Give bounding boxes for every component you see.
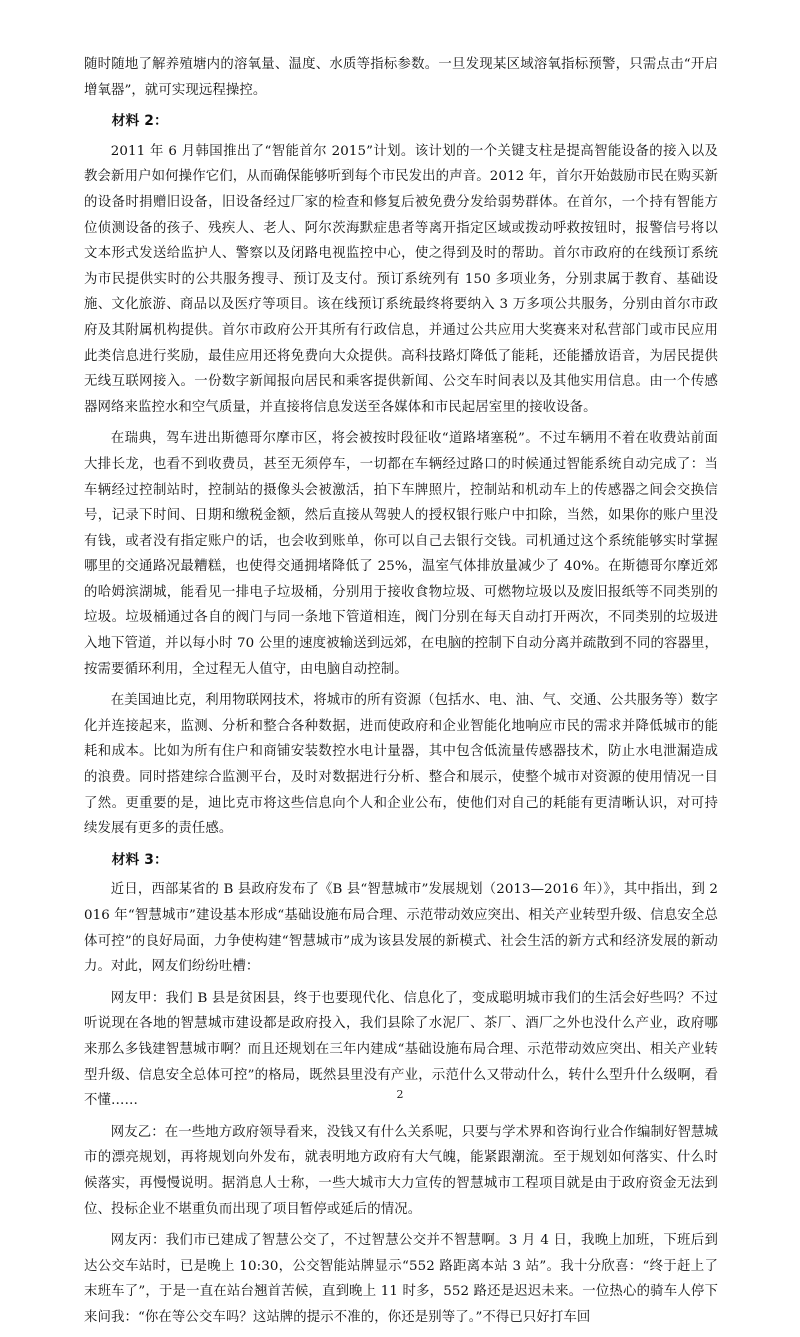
continuation-paragraph: 随时随地了解养殖塘内的溶氧量、温度、水质等指标参数。一旦发现某区域溶氧指标预警，只需点击“开启增氧器”，就可实现远程操控。 [84, 57, 718, 98]
material-3-paragraph-netizen-b: 网友乙：在一些地方政府领导看来，没钱又有什么关系呢，只要与学术界和咨询行业合作编制好智慧城市的漂亮规划，再将规划向外发布，就表明地方政府有大气魄，能紧跟潮流。至于规划如何落实、什么时候落实，再慢慢说明。据消息人士称，一些大城市大力宣传的智慧城市工程项目就是由于政府资金无法到位、投标企业不堪重负而出现了项目暂停或延后的情况。 [84, 1124, 718, 1217]
document-page [84, 52, 718, 1337]
material-2-paragraph-dubuque: 在美国迪比克，利用物联网技术，将城市的所有资源（包括水、电、油、气、交通、公共服务等）数字化并连接起来，监测、分析和整合各种数据，进而使政府和企业智能化地响应市民的需求并降低城市的能耗和成本。比如为所有住户和商铺安装数控水电计量器，其中包含低流量传感器技术，防止水电泄漏造成的浪费。同时搭建综合监测平台，及时对数据进行分析、整合和展示，使整个城市对资源的使用情况一目了然。更重要的是，迪比克市将这些信息向个人和企业公布，使他们对自己的耗能有更清晰认识，对可持续发展有更多的责任感。 [84, 693, 718, 837]
material-2-paragraph-seoul: 2011 年 6 月韩国推出了“智能首尔 2015”计划。该计划的一个关键支柱是提高智能设备的接入以及教会新用户如何操作它们，从而确保能够听到每个市民发出的声音。2012 年，首尔开始鼓励市民在购买新的设备时捐赠旧设备，旧设备经过厂家的检查和修复后被免费分发给弱势群体。在首尔，一个持有智能方位侦测设备的孩子、残疾人、老人、阿尔茨海默症患者等离开指定区域或拨动呼救按钮时，报警信号将以文本形式发送给监护人、警察以及闭路电视监控中心，使之得到及时的帮助。首尔市政府的在线预订系统为市民提供实时的公共服务搜寻、预订及支付。预订系统列有 150 多项业务，分别隶属于教育、基础设施、文化旅游、商品以及医疗等项目。该在线预订系统最终将要纳入 3 万多项公共服务，分别由首尔市政府及其附属机构提供。首尔市政府公开其所有行政信息，并通过公共应用大奖赛来对私营部门或市民应用此类信息进行奖励，最佳应用还将免费向大众提供。高科技路灯降低了能耗，还能播放语音，为居民提供无线互联网接入。一份数字新闻报向居民和乘客提供新闻、公交车时间表以及其他实用信息。由一个传感器网络来监控水和空气质量，并直接将信息发送至各媒体和市民起居室里的接收设备。 [84, 143, 718, 415]
material-2-heading: 材料 2： [111, 113, 168, 130]
material-3-paragraph-plan: 近日，西部某省的 B 县政府发布了《B 县“智慧城市”发展规划（2013—2016 年）》，其中指出，到 2016 年“智慧城市”建设基本形成“基础设施布局合理、示范带动效应突出、相关产业转型升级、信息安全总体可控”的良好局面，力争使构建“智慧城市”成为该县发展的新模式、社会生活的新方式和经济发展的新动力。对此，网友们纷纷吐槽： [84, 882, 718, 975]
material-2-paragraph-stockholm: 在瑞典，驾车进出斯德哥尔摩市区，将会被按时段征收“道路堵塞税”。不过车辆用不着在收费站前面大排长龙，也看不到收费员，甚至无须停车，一切都在车辆经过路口的时候通过智能系统自动完成了：当车辆经过控制站时，控制站的摄像头会被激活，拍下车牌照片，控制站和机动车上的传感器之间会交换信号，记录下时间、日期和缴税金额，然后直接从驾驶人的授权银行账户中扣除，当然，如果你的账户里没有钱，或者没有指定账户的话，也会收到账单，你可以自己去银行交钱。司机通过这个系统能够实时掌握哪里的交通路况最糟糕，也使得交通拥堵降低了 25%，温室气体排放量减少了 40%。在斯德哥尔摩近郊的哈姆滨湖城，能看见一排电子垃圾桶，分别用于接收食物垃圾、可燃物垃圾以及废旧报纸等不同类别的垃圾。垃圾桶通过各自的阀门与同一条地下管道相连，阀门分别在每天自动打开两次，不同类别的垃圾进入地下管道，并以每小时 70 公里的速度被输送到远郊，在电脑的控制下自动分离并疏散到不同的容器里，按需要循环利用，全过程无人值守，由电脑自动控制。 [84, 431, 718, 677]
material-3-paragraph-netizen-c: 网友丙：我们市已建成了智慧公交了，不过智慧公交并不智慧啊。3 月 4 日，我晚上加班，下班后到达公交车站时，已是晚上 10:30，公交智能站牌显示“552 路距离本站 3 站”。我十分欣喜：“终于赶上了末班车了”，于是一直在站台翘首苦候，直到晚上 11 时多，552 路还是迟迟未来。一位热心的骑车人停下来问我：“你在等公交车吗？这站牌的提示不准的，你还是别等了。”不得已只好打车回 [84, 1233, 718, 1325]
material-3-heading: 材料 3： [111, 851, 168, 868]
material-3-paragraph-netizen-a: 网友甲：我们 B 县是贫困县，终于也要现代化、信息化了，变成聪明城市我们的生活会好些吗？不过听说现在各地的智慧城市建设都是政府投入，我们县除了水泥厂、茶厂、酒厂之外也没什么产业，政府哪来那么多钱建智慧城市啊？而且还规划在三年内建成“基础设施布局合理、示范带动效应突出、相关产业转型升级、信息安全总体可控”的格局，既然县里没有产业，示范什么又带动什么，转什么型升什么级啊，看不懂…… [84, 990, 718, 1109]
page-number: 2 [396, 1088, 404, 1101]
